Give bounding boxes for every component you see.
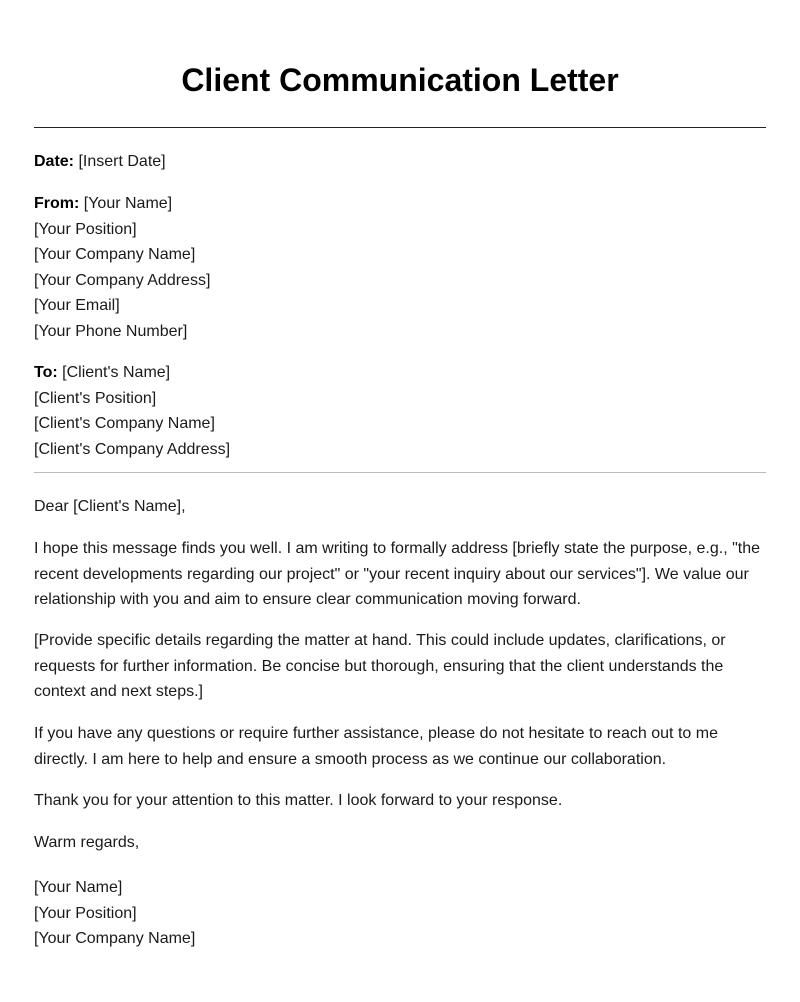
signature-position: [Your Position] [34,904,137,922]
signature-name: [Your Name] [34,879,123,896]
sender-company-address: [Your Company Address] [34,271,211,289]
date-label: Date: [34,153,75,170]
recipient-company-name: [Client's Company Name] [34,415,215,433]
from-label: From: [34,195,80,212]
date-line [34,149,766,175]
page-title: Client Communication Letter [181,62,619,98]
body-paragraph: Thank you for your attention to this matter. I look forward to your response. [34,792,563,809]
salutation: Dear [Client's Name], [34,498,186,515]
body-paragraph: [Provide specific details regarding the matter at hand. This could include updates, clarifications, or requests for further information. Be concise but thorough, ensuring that the client understands the context and next steps.] [34,632,726,701]
sender-email: [Your Email] [34,297,120,315]
to-label: To: [34,364,58,381]
signature-company: [Your Company Name] [34,930,196,948]
header-divider [34,472,766,473]
title-divider [34,127,766,128]
sender-block [34,191,766,345]
body-paragraph: I hope this message finds you well. I am writing to formally address [briefly state the purpose, e.g., "the recent developments regarding our project" or "your recent inquiry about our services"]. We value our relationship with you and aim to ensure clear communication moving forward. [34,540,761,609]
recipient-block [34,360,766,462]
signature-block [34,875,766,952]
sender-name: [Your Name] [83,195,173,212]
sender-phone: [Your Phone Number] [34,322,188,340]
sender-company-name: [Your Company Name] [34,246,196,264]
body-paragraph: If you have any questions or require further assistance, please do not hesitate to reach out to me directly. I am here to help and ensure a smooth process as we continue our collaboration. [34,725,718,768]
date-value: [Insert Date] [78,153,166,170]
recipient-name: [Client's Name] [62,364,171,381]
recipient-position: [Client's Position] [34,389,157,407]
recipient-company-address: [Client's Company Address] [34,440,231,458]
sender-position: [Your Position] [34,220,137,238]
closing: Warm regards, [34,834,140,851]
